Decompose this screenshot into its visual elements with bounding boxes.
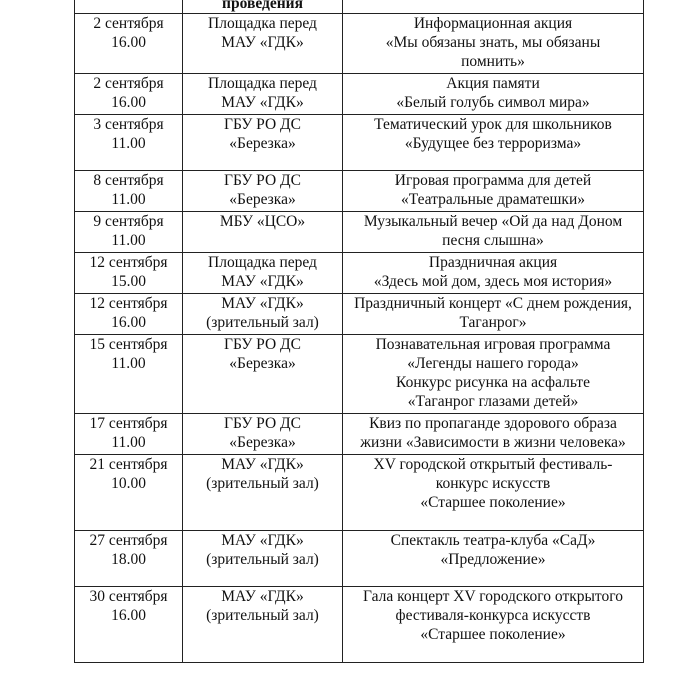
table-row [75, 14, 644, 74]
event-cell: Акция памяти «Белый голубь символ мира» [343, 74, 644, 115]
place-cell: МАУ «ГДК» (зрительный зал) [183, 587, 343, 663]
place-cell: МБУ «ЦСО» [183, 212, 343, 253]
place-cell: Площадка перед МАУ «ГДК» [183, 14, 343, 74]
table-row [75, 335, 644, 414]
date-cell: 8 сентября 11.00 [75, 171, 183, 212]
place-cell: ГБУ РО ДС «Березка» [183, 171, 343, 212]
date-cell: 17 сентября 11.00 [75, 414, 183, 455]
table-row [75, 294, 644, 335]
table-row [75, 115, 644, 171]
date-cell: 30 сентября 16.00 [75, 587, 183, 663]
event-cell: Гала концерт XV городского открытого фестиваля-конкурса искусств «Старшее поколение» [343, 587, 644, 663]
place-cell: Площадка перед МАУ «ГДК» [183, 74, 343, 115]
date-cell: 2 сентября 16.00 [75, 74, 183, 115]
event-cell: XV городской открытый фестиваль- конкурс искусств «Старшее поколение» [343, 455, 644, 531]
table-row [75, 212, 644, 253]
place-cell: Площадка перед МАУ «ГДК» [183, 253, 343, 294]
table-row [75, 414, 644, 455]
event-cell: Информационная акция «Мы обязаны знать, мы обязаны помнить» [343, 14, 644, 74]
place-cell: МАУ «ГДК» (зрительный зал) [183, 294, 343, 335]
table-row [75, 74, 644, 115]
table-row [75, 531, 644, 587]
place-cell: МАУ «ГДК» (зрительный зал) [183, 531, 343, 587]
event-cell: Спектакль театра-клуба «СаД» «Предложение» [343, 531, 644, 587]
event-cell: Музыкальный вечер «Ой да над Доном песня слышна» [343, 212, 644, 253]
event-cell: Тематический урок для школьников «Будущее без терроризма» [343, 115, 644, 171]
header-place-cell: проведения [183, 0, 343, 14]
event-cell: Праздничный концерт «С днем рождения, Таганрог» [343, 294, 644, 335]
events-schedule-table [74, 0, 644, 663]
table-row [75, 455, 644, 531]
event-cell: Познавательная игровая программа «Легенды нашего города» Конкурс рисунка на асфальте «Таганрог глазами детей» [343, 335, 644, 414]
place-cell: ГБУ РО ДС «Березка» [183, 414, 343, 455]
date-cell: 9 сентября 11.00 [75, 212, 183, 253]
header-date-cell [75, 0, 183, 14]
table-row [75, 253, 644, 294]
event-cell: Игровая программа для детей «Театральные драматешки» [343, 171, 644, 212]
date-cell: 12 сентября 15.00 [75, 253, 183, 294]
date-cell: 15 сентября 11.00 [75, 335, 183, 414]
date-cell: 21 сентября 10.00 [75, 455, 183, 531]
date-cell: 3 сентября 11.00 [75, 115, 183, 171]
event-cell: Квиз по пропаганде здорового образа жизни «Зависимости в жизни человека» [343, 414, 644, 455]
date-cell: 12 сентября 16.00 [75, 294, 183, 335]
table-row [75, 587, 644, 663]
place-cell: ГБУ РО ДС «Березка» [183, 115, 343, 171]
event-cell: Праздничная акция «Здесь мой дом, здесь моя история» [343, 253, 644, 294]
place-cell: МАУ «ГДК» (зрительный зал) [183, 455, 343, 531]
table-row [75, 171, 644, 212]
place-cell: ГБУ РО ДС «Березка» [183, 335, 343, 414]
date-cell: 27 сентября 18.00 [75, 531, 183, 587]
table-header-row [75, 0, 644, 14]
date-cell: 2 сентября 16.00 [75, 14, 183, 74]
header-event-cell [343, 0, 644, 14]
